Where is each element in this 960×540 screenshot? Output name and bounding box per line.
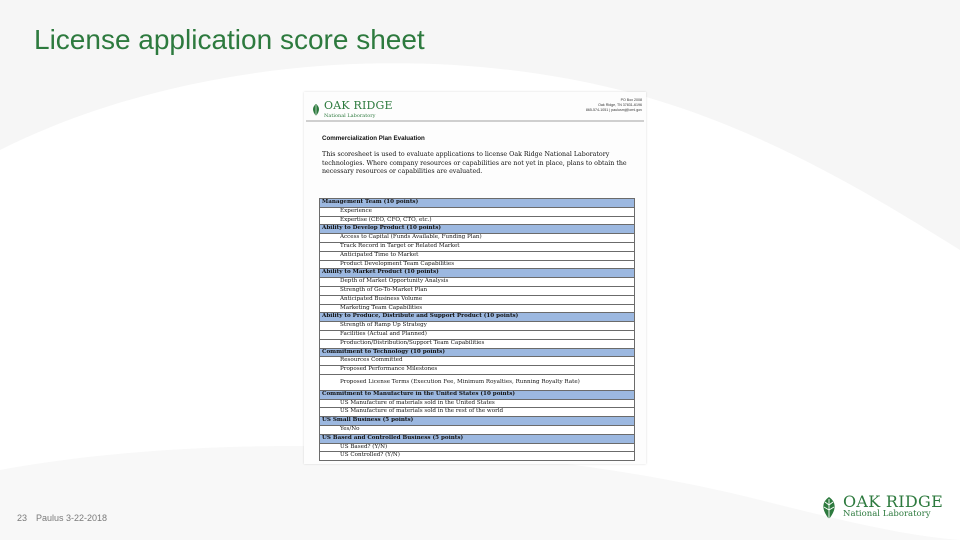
section-label: Ability to Develop Product (10 points) [320, 225, 635, 234]
table-row [320, 304, 635, 313]
section-label: Commitment to Manufacture in the United States (10 points) [320, 390, 635, 399]
brand-subtitle: National Laboratory [843, 509, 931, 519]
score-table [319, 198, 635, 461]
criterion-label: Access to Capital (Funds Available, Funding Plan) [320, 234, 635, 243]
criterion-label: Strength of Go-To-Market Plan [320, 286, 635, 295]
section-label: US Based and Controlled Business (5 points) [320, 434, 635, 443]
table-row [320, 251, 635, 260]
criterion-label: Facilities (Actual and Planned) [320, 330, 635, 339]
table-row [320, 366, 635, 375]
criterion-label: Proposed Performance Milestones [320, 366, 635, 375]
table-row [320, 357, 635, 366]
criterion-label: US Based? (Y/N) [320, 443, 635, 452]
criterion-label: Depth of Market Opportunity Analysis [320, 278, 635, 287]
table-row [320, 452, 635, 461]
criterion-label: Track Record in Target or Related Market [320, 242, 635, 251]
section-label: US Small Business (5 points) [320, 417, 635, 426]
criterion-label: Anticipated Time to Market [320, 251, 635, 260]
document-heading: Commercialization Plan Evaluation [322, 135, 425, 142]
table-section-row [320, 417, 635, 426]
table-row [320, 443, 635, 452]
table-row [320, 425, 635, 434]
table-row [320, 339, 635, 348]
document-logo-subtitle: National Laboratory [324, 113, 376, 119]
table-row [320, 295, 635, 304]
score-sheet-document [304, 92, 646, 464]
table-row [320, 330, 635, 339]
criterion-label: Experience [320, 207, 635, 216]
table-row [320, 399, 635, 408]
criterion-label: US Manufacture of materials sold in the United States [320, 399, 635, 408]
criterion-label: US Manufacture of materials sold in the rest of the world [320, 408, 635, 417]
tree-leaf-icon [310, 103, 322, 117]
section-label: Management Team (10 points) [320, 199, 635, 208]
section-label: Ability to Market Product (10 points) [320, 269, 635, 278]
criterion-label: Anticipated Business Volume [320, 295, 635, 304]
criterion-label: Resources Committed [320, 357, 635, 366]
header-divider [306, 120, 644, 122]
criterion-label: Marketing Team Capabilities [320, 304, 635, 313]
brand-name: OAK RIDGE [843, 492, 944, 511]
table-section-row [320, 199, 635, 208]
contact-line: Oak Ridge, TN 37831-6196 [598, 103, 642, 107]
table-row [320, 322, 635, 331]
criterion-label: Proposed License Terms (Execution Fee, Minimum Royalties, Running Royalty Rate) [320, 374, 635, 390]
criterion-label: US Controlled? (Y/N) [320, 452, 635, 461]
footer-text: Paulus 3-22-2018 [36, 513, 108, 523]
table-section-row [320, 390, 635, 399]
document-logo [310, 100, 393, 120]
table-row [320, 286, 635, 295]
tree-leaf-icon [818, 496, 840, 520]
criterion-label: Yes/No [320, 425, 635, 434]
document-intro: This scoresheet is used to evaluate applications to license Oak Ridge National Laboratory technologies. Where company resources or capabilities are not yet in place, plans to obtain the necessary resources or capabilities are evaluated. [322, 151, 627, 176]
brand-logo [818, 492, 944, 520]
criterion-label: Product Development Team Capabilities [320, 260, 635, 269]
table-section-row [320, 313, 635, 322]
criterion-label: Strength of Ramp Up Strategy [320, 322, 635, 331]
section-label: Commitment to Technology (10 points) [320, 348, 635, 357]
slide-title: License application score sheet [34, 24, 425, 55]
table-row [320, 216, 635, 225]
criterion-label: Production/Distribution/Support Team Capabilities [320, 339, 635, 348]
page-number: 23 [17, 513, 28, 523]
criterion-label: Expertise (CEO, CFO, CTO, etc.) [320, 216, 635, 225]
table-row [320, 260, 635, 269]
table-row [320, 408, 635, 417]
table-section-row [320, 434, 635, 443]
contact-line: 865-574-1051 | paulusmj@ornl.gov [585, 108, 642, 112]
table-row [320, 207, 635, 216]
contact-line: PO Box 2008 [620, 98, 642, 102]
table-section-row [320, 225, 635, 234]
table-section-row [320, 269, 635, 278]
table-row [320, 242, 635, 251]
table-row [320, 374, 635, 390]
table-row [320, 278, 635, 287]
document-logo-name: OAK RIDGE [324, 99, 393, 112]
table-section-row [320, 348, 635, 357]
section-label: Ability to Produce, Distribute and Support Product (10 points) [320, 313, 635, 322]
document-contact-block [586, 98, 642, 113]
table-row [320, 234, 635, 243]
